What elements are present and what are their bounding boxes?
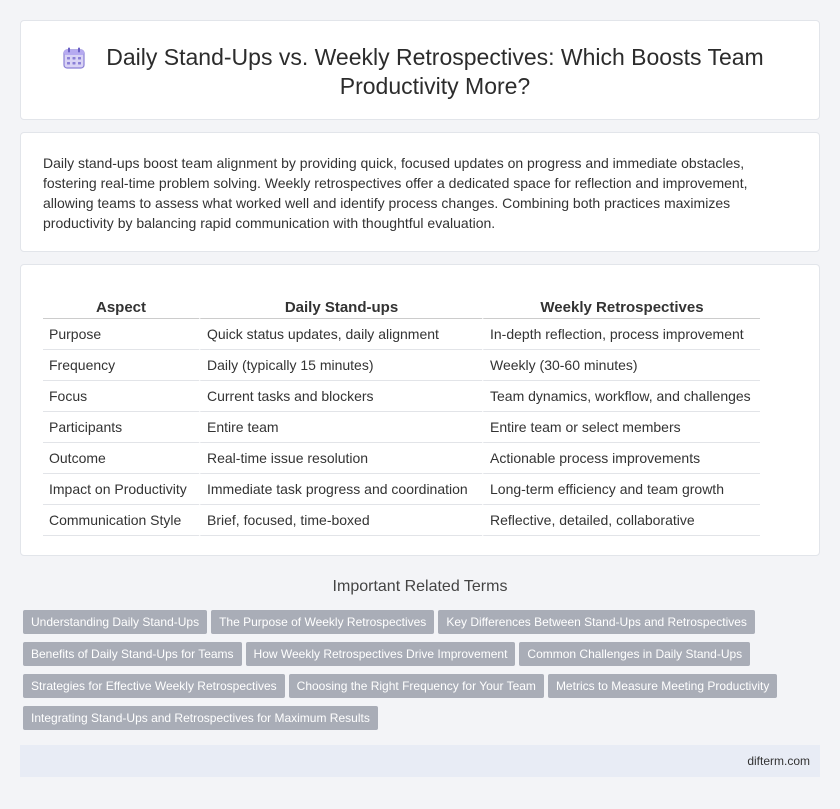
title-card bbox=[20, 20, 820, 120]
cell-weekly: Reflective, detailed, collaborative bbox=[482, 505, 760, 536]
related-terms-title: Important Related Terms bbox=[332, 578, 508, 595]
table-row bbox=[43, 350, 760, 381]
related-terms-list bbox=[23, 610, 783, 738]
cell-weekly: Weekly (30-60 minutes) bbox=[482, 350, 760, 381]
related-term-tag[interactable]: Metrics to Measure Meeting Productivity bbox=[548, 674, 777, 698]
cell-aspect: Focus bbox=[43, 381, 199, 412]
cell-aspect: Impact on Productivity bbox=[43, 474, 199, 505]
table-header-row bbox=[43, 295, 760, 319]
cell-daily: Brief, focused, time-boxed bbox=[199, 505, 482, 536]
related-term-tag[interactable]: How Weekly Retrospectives Drive Improvement bbox=[246, 642, 516, 666]
page-title: Daily Stand-Ups vs. Weekly Retrospectives: Which Boosts Team Productivity More? bbox=[106, 44, 764, 99]
footer bbox=[20, 745, 820, 777]
related-term-tag[interactable]: Integrating Stand-Ups and Retrospectives for Maximum Results bbox=[23, 706, 378, 730]
table-row bbox=[43, 505, 760, 536]
cell-daily: Current tasks and blockers bbox=[199, 381, 482, 412]
footer-site-link[interactable]: difterm.com bbox=[747, 754, 810, 768]
header-weekly-retrospectives: Weekly Retrospectives bbox=[482, 295, 760, 319]
cell-aspect: Purpose bbox=[43, 319, 199, 350]
intro-paragraph: Daily stand-ups boost team alignment by providing quick, focused updates on progress and immediate obstacles, fostering real-time problem solving. Weekly retrospectives offer a dedicated space for reflection and improvement, allowing teams to assess what worked well and identify process changes. Combining both practices maximizes productivity by balancing rapid communication with thoughtful evaluation. bbox=[43, 155, 748, 231]
related-term-tag[interactable]: Choosing the Right Frequency for Your Team bbox=[289, 674, 544, 698]
table-row bbox=[43, 319, 760, 350]
related-term-tag[interactable]: The Purpose of Weekly Retrospectives bbox=[211, 610, 434, 634]
cell-aspect: Frequency bbox=[43, 350, 199, 381]
header-daily-standups: Daily Stand-ups bbox=[199, 295, 482, 319]
table-row bbox=[43, 381, 760, 412]
related-term-tag[interactable]: Key Differences Between Stand-Ups and Retrospectives bbox=[438, 610, 755, 634]
cell-daily: Real-time issue resolution bbox=[199, 443, 482, 474]
cell-aspect: Communication Style bbox=[43, 505, 199, 536]
related-term-tag[interactable]: Benefits of Daily Stand-Ups for Teams bbox=[23, 642, 242, 666]
cell-weekly: In-depth reflection, process improvement bbox=[482, 319, 760, 350]
cell-daily: Entire team bbox=[199, 412, 482, 443]
intro-card bbox=[20, 132, 820, 252]
cell-daily: Quick status updates, daily alignment bbox=[199, 319, 482, 350]
cell-weekly: Team dynamics, workflow, and challenges bbox=[482, 381, 760, 412]
table-row bbox=[43, 443, 760, 474]
table-row bbox=[43, 474, 760, 505]
cell-aspect: Participants bbox=[43, 412, 199, 443]
related-term-tag[interactable]: Common Challenges in Daily Stand-Ups bbox=[519, 642, 750, 666]
related-term-tag[interactable]: Strategies for Effective Weekly Retrospectives bbox=[23, 674, 285, 698]
cell-weekly: Entire team or select members bbox=[482, 412, 760, 443]
header-aspect: Aspect bbox=[43, 295, 199, 319]
table-row bbox=[43, 412, 760, 443]
comparison-table bbox=[43, 295, 760, 536]
comparison-card bbox=[20, 264, 820, 556]
cell-daily: Daily (typically 15 minutes) bbox=[199, 350, 482, 381]
cell-aspect: Outcome bbox=[43, 443, 199, 474]
cell-weekly: Long-term efficiency and team growth bbox=[482, 474, 760, 505]
related-term-tag[interactable]: Understanding Daily Stand-Ups bbox=[23, 610, 207, 634]
cell-weekly: Actionable process improvements bbox=[482, 443, 760, 474]
cell-daily: Immediate task progress and coordination bbox=[199, 474, 482, 505]
